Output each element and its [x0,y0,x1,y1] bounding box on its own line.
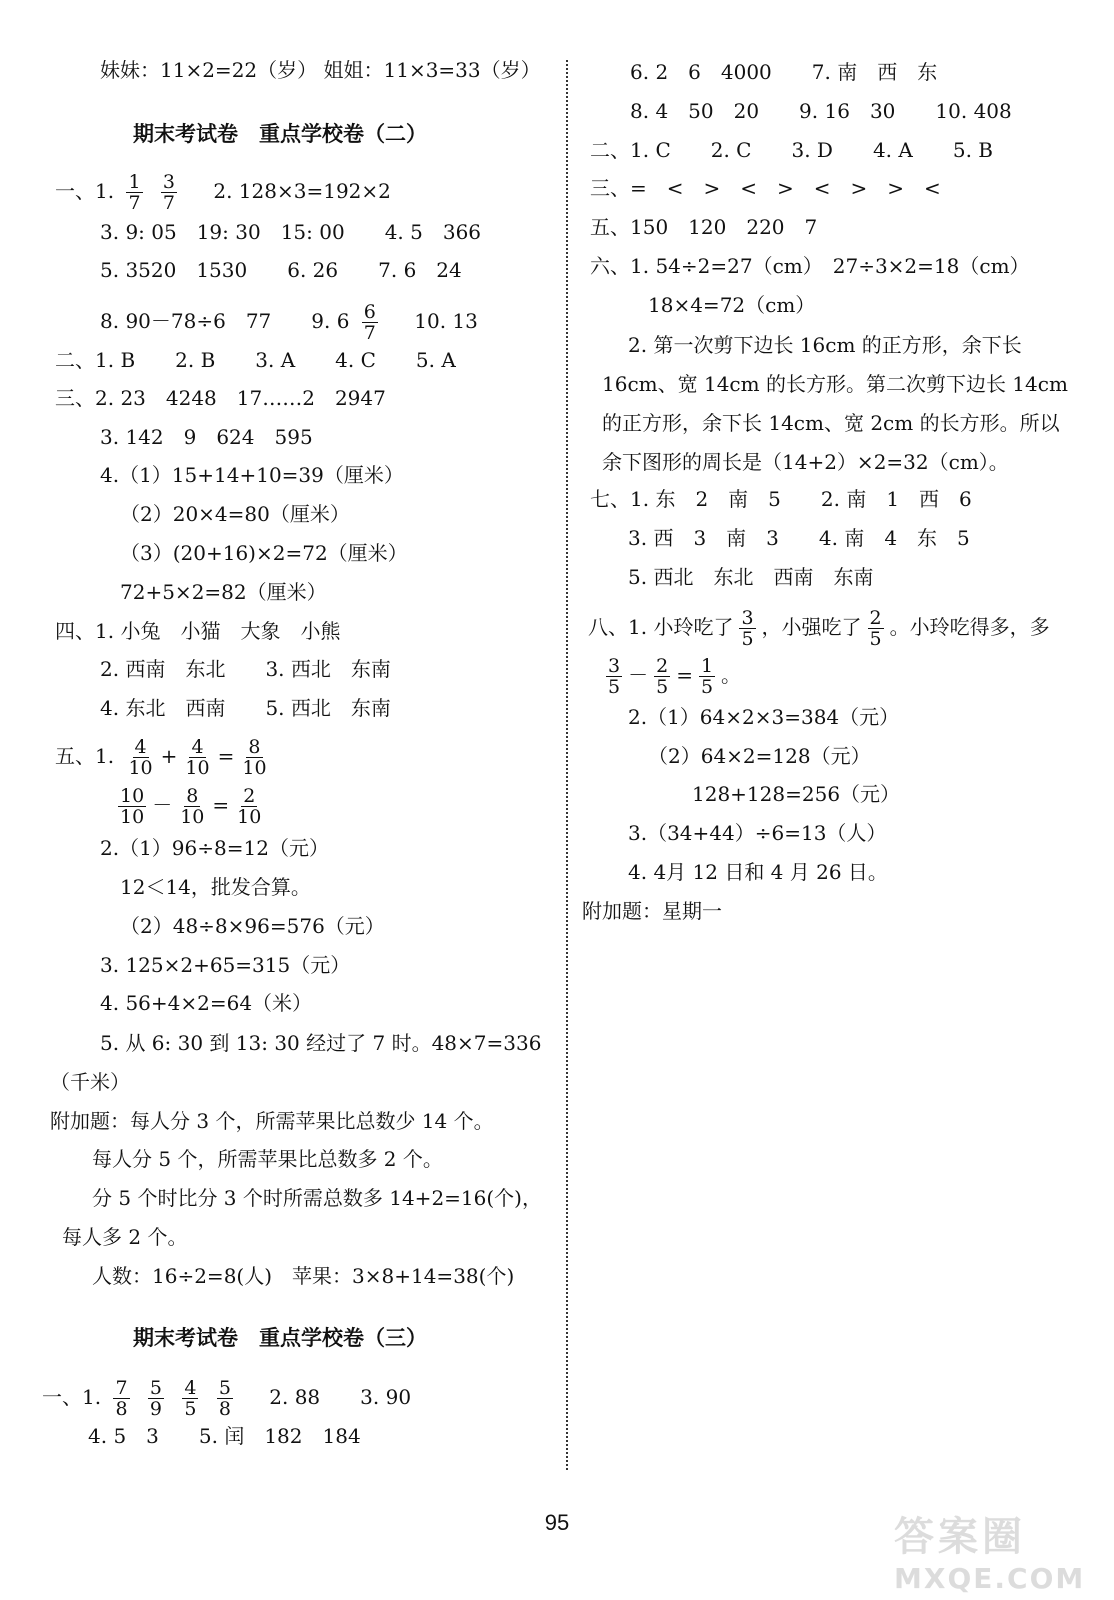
q5-line-9: （千米） [50,1070,130,1094]
r-line-17: 2.（1）64×2×3=384（元） [628,705,900,729]
q5-line-5: （2）48÷8×96=576（元） [120,914,385,938]
fraction: $\frac{6}{7}$ [363,301,376,344]
watermark-url: MXQE.COM [894,1562,1086,1595]
fraction: $\frac{2}{5}$ [656,655,669,698]
q3-line-6: 72+5×2=82（厘米） [120,580,327,604]
bonus-line-2: 每人分 5 个，所需苹果比总数多 2 个。 [92,1147,443,1171]
bonus-line-3: 分 5 个时比分 3 个时所需总数多 14+2=16(个)， [92,1186,542,1210]
r-line-11: 余下图形的周长是（14+2）×2=32（cm）。 [602,450,1009,474]
section-title-paper-3: 期末考试卷 重点学校卷（三） [133,1326,427,1350]
section-title-paper-2: 期末考试卷 重点学校卷（二） [133,122,427,146]
q2-answers: 二、1. B 2. B 3. A 4. C 5. A [55,348,456,372]
q5-line-4: 12＜14，批发合算。 [120,875,311,899]
bonus-line-1: 附加题：每人分 3 个，所需苹果比总数少 14 个。 [50,1109,494,1133]
fraction: $\frac{3}{7}$ [162,171,175,214]
p3-q1-line-1: 一、1. $\frac{7}{8}$ $\frac{5}{9}$ $\frac{4}{5}$ $\frac{5}{8}$ 2. 88 3. 90 [42,1377,412,1420]
r-line-2: 8. 4 50 20 9. 16 30 10. 408 [630,99,1012,123]
q4-line-1: 四、1. 小兔 小猫 大象 小熊 [55,619,341,643]
r-line-22: 附加题：星期一 [582,899,722,923]
watermark-logo [894,1505,1094,1595]
q1-line-2: 3. 9: 05 19: 30 15: 00 4. 5 366 [100,220,482,244]
q5-line-2: $\frac{10}{10}$ － $\frac{8}{10}$ = $\frac{2}{10}$ [120,785,262,828]
watermark-title: 答案圈 [894,1514,1026,1560]
fraction: $\frac{10}{10}$ [120,785,145,828]
fraction: $\frac{2}{5}$ [869,607,882,650]
p3-q1-line-2: 4. 5 3 5. 闰 182 184 [88,1424,361,1448]
q3-line-1: 三、2. 23 4248 17……2 2947 [55,386,386,410]
q1-line-1: 一、1. $\frac{1}{7}$ $\frac{3}{7}$ 2. 128×3=192×2 [55,171,391,214]
q1-line-4: 8. 90－78÷6 77 9. 6 $\frac{6}{7}$ 10. 13 [100,301,478,344]
q4-line-3: 4. 东北 西南 5. 西北 东南 [100,696,391,720]
fraction: $\frac{3}{5}$ [608,655,621,698]
r-line-10: 的正方形，余下长 14cm、宽 2cm 的长方形。所以 [602,411,1060,435]
q4-line-2: 2. 西南 东北 3. 西北 东南 [100,657,391,681]
r-line-9: 16cm、宽 14cm 的长方形。第二次剪下边长 14cm [602,372,1068,396]
r-line-16: $\frac{3}{5}$ － $\frac{2}{5}$ = $\frac{1}{5}$ 。 [608,655,742,698]
r-line-13: 3. 西 3 南 3 4. 南 4 东 5 [628,526,970,550]
fraction: $\frac{4}{5}$ [184,1377,197,1420]
q5-line-1: 五、1. $\frac{4}{10}$ + $\frac{4}{10}$ = $\frac{8}{10}$ [55,736,267,779]
fraction: $\frac{7}{8}$ [115,1377,128,1420]
fraction: $\frac{8}{10}$ [180,785,205,828]
r-line-3: 二、1. C 2. C 3. D 4. A 5. B [590,138,993,162]
fraction: $\frac{2}{10}$ [237,785,262,828]
r-line-6: 六、1. 54÷2=27（cm） 27÷3×2=18（cm） [590,254,1030,278]
q3-line-4: （2）20×4=80（厘米） [120,502,350,526]
r-line-14: 5. 西北 东北 西南 东南 [628,565,874,589]
q3-line-3: 4.（1）15+14+10=39（厘米） [100,463,404,487]
q5-line-7: 4. 56+4×2=64（米） [100,991,313,1015]
fraction: $\frac{4}{10}$ [185,736,210,779]
r-line-1: 6. 2 6 4000 7. 南 西 东 [630,60,938,84]
r-line-21: 4. 4月 12 日和 4 月 26 日。 [628,860,888,884]
q5-line-3: 2.（1）96÷8=12（元） [100,836,329,860]
sister-ages-line: 妹妹：11×2=22（岁） 姐姐：11×3=33（岁） [100,58,541,82]
page-number: 95 [544,1510,570,1535]
fraction: $\frac{1}{7}$ [128,171,141,214]
r-line-4: 三、= < > < > < > > < [590,176,941,200]
column-divider [566,60,568,1470]
fraction: $\frac{4}{10}$ [128,736,153,779]
r-line-7: 18×4=72（cm） [648,293,816,317]
fraction: $\frac{3}{5}$ [741,607,754,650]
fraction: $\frac{5}{9}$ [149,1377,162,1420]
r-line-19: 128+128=256（元） [692,782,901,806]
bonus-line-4: 每人多 2 个。 [62,1225,188,1249]
r-line-5: 五、150 120 220 7 [590,215,818,239]
r-line-18: （2）64×2=128（元） [648,744,871,768]
fraction: $\frac{1}{5}$ [700,655,714,698]
r-line-15: 八、1. 小玲吃了 $\frac{3}{5}$ ，小强吃了 $\frac{2}{5}$ 。小玲吃得多，多 [588,607,1050,650]
r-line-20: 3.（34+44）÷6=13（人） [628,821,887,845]
bonus-line-5: 人数：16÷2=8(人) 苹果：3×8+14=38(个) [92,1264,515,1288]
q3-line-2: 3. 142 9 624 595 [100,425,313,449]
r-line-8: 2. 第一次剪下边长 16cm 的正方形，余下长 [628,333,1022,357]
q5-line-6: 3. 125×2+65=315（元） [100,953,351,977]
fraction: $\frac{5}{8}$ [218,1377,231,1420]
q3-line-5: （3）(20+16)×2=72（厘米） [120,541,408,565]
fraction: $\frac{8}{10}$ [242,736,267,779]
q1-line-3: 5. 3520 1530 6. 26 7. 6 24 [100,258,462,282]
r-line-12: 七、1. 东 2 南 5 2. 南 1 西 6 [590,487,972,511]
q5-line-8: 5. 从 6: 30 到 13: 30 经过了 7 时。48×7=336 [100,1031,542,1055]
